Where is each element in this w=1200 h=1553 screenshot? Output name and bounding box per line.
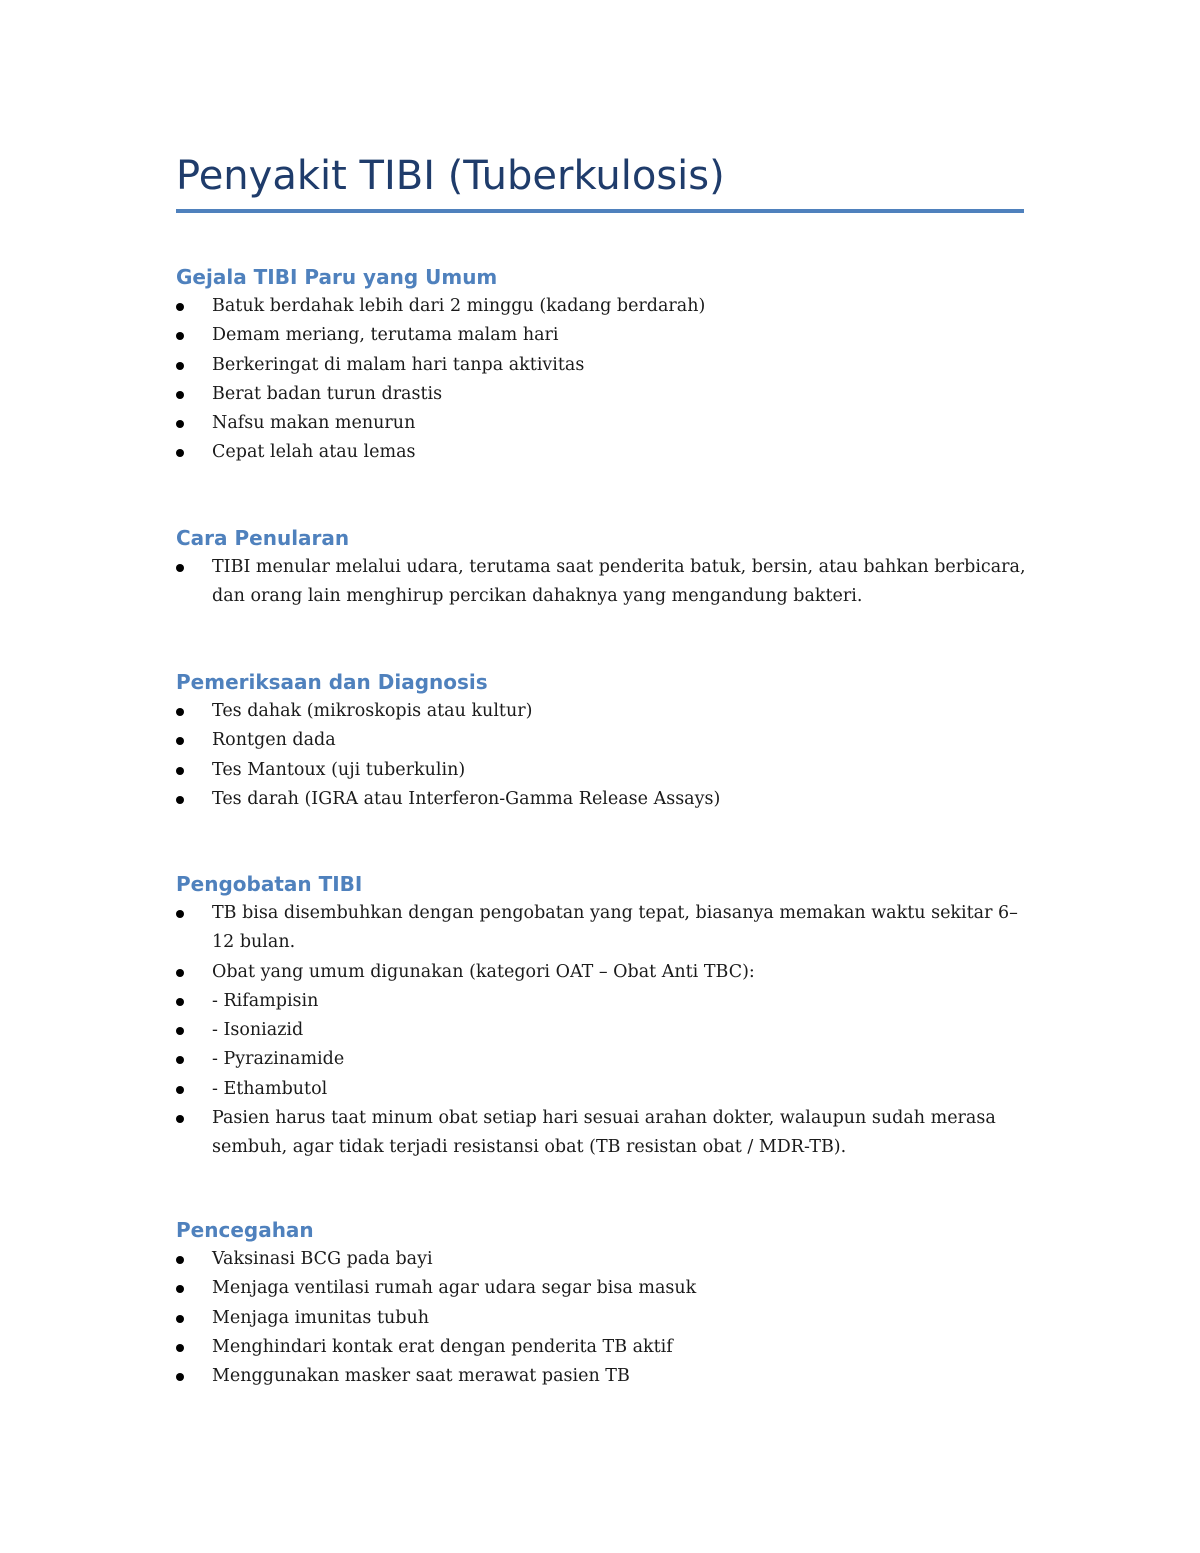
list-item xyxy=(176,1104,1036,1163)
list-item xyxy=(176,1362,1036,1391)
list-item xyxy=(176,1304,1036,1333)
bullet-list xyxy=(176,697,1036,814)
list-item-text: Vaksinasi BCG pada bayi xyxy=(212,1249,433,1269)
bullet-icon xyxy=(176,1315,184,1323)
list-item-text: Batuk berdahak lebih dari 2 minggu (kadang berdarah) xyxy=(212,296,706,316)
bullet-list xyxy=(176,1245,1036,1391)
list-item xyxy=(176,958,1036,987)
bullet-icon xyxy=(176,420,184,428)
list-item-text: Menghindari kontak erat dengan penderita TB aktif xyxy=(212,1336,673,1357)
bullet-list xyxy=(176,553,1036,612)
bullet-icon xyxy=(176,708,184,716)
list-item-text: Berat badan turun drastis xyxy=(212,383,443,404)
list-item xyxy=(176,1075,1036,1104)
section-pengobatan xyxy=(176,869,1036,1163)
section-gejala xyxy=(176,262,1036,468)
bullet-icon xyxy=(176,1115,184,1123)
section-heading: Cara Penularan xyxy=(176,526,350,550)
section-heading: Pengobatan TIBI xyxy=(176,872,363,896)
list-item xyxy=(176,409,1036,438)
list-item-text: - Isoniazid xyxy=(212,1020,304,1041)
bullet-icon xyxy=(176,1256,184,1264)
bullet-icon xyxy=(176,910,184,918)
list-item-text: Tes Mantoux (uji tuberkulin) xyxy=(212,759,466,780)
list-item xyxy=(176,292,1036,321)
list-item xyxy=(176,321,1036,350)
bullet-icon xyxy=(176,1056,184,1064)
list-item-text: Menjaga imunitas tubuh xyxy=(212,1307,429,1328)
list-item xyxy=(176,726,1036,755)
list-item xyxy=(176,785,1036,814)
bullet-list xyxy=(176,292,1036,468)
list-item xyxy=(176,1333,1036,1362)
list-item xyxy=(176,899,1036,958)
bullet-icon xyxy=(176,362,184,370)
list-item xyxy=(176,1245,1036,1274)
bullet-icon xyxy=(176,737,184,745)
bullet-icon xyxy=(176,1344,184,1352)
list-item-text: Obat yang umum digunakan (kategori OAT – Obat Anti TBC): xyxy=(212,961,755,982)
list-item-text: Cepat lelah atau lemas xyxy=(212,442,416,463)
list-item-text: Tes dahak (mikroskopis atau kultur) xyxy=(212,701,533,721)
section-penularan xyxy=(176,523,1036,612)
section-pencegahan xyxy=(176,1215,1036,1391)
bullet-icon xyxy=(176,303,184,311)
bullet-icon xyxy=(176,1027,184,1035)
list-item-text: Berkeringat di malam hari tanpa aktivitas xyxy=(212,354,585,375)
bullet-icon xyxy=(176,796,184,804)
section-heading: Gejala TIBI Paru yang Umum xyxy=(176,265,498,289)
bullet-icon xyxy=(176,767,184,775)
bullet-list xyxy=(176,899,1036,1163)
bullet-icon xyxy=(176,1373,184,1381)
bullet-icon xyxy=(176,1086,184,1094)
list-item-text: - Ethambutol xyxy=(212,1078,328,1099)
list-item xyxy=(176,987,1036,1016)
list-item-text: Menjaga ventilasi rumah agar udara segar bisa masuk xyxy=(212,1278,697,1299)
bullet-icon xyxy=(176,998,184,1006)
list-item-text: TIBI menular melalui udara, terutama saat penderita batuk, bersin, atau bahkan berbicara, dan orang lain menghirup percikan dahaknya yang mengandung bakteri. xyxy=(212,557,1026,607)
bullet-icon xyxy=(176,449,184,457)
bullet-icon xyxy=(176,564,184,572)
bullet-icon xyxy=(176,391,184,399)
list-item-text: - Rifampisin xyxy=(212,990,319,1011)
section-heading: Pencegahan xyxy=(176,1218,314,1242)
bullet-icon xyxy=(176,1285,184,1293)
list-item-text: Tes darah (IGRA atau Interferon-Gamma Release Assays) xyxy=(212,788,721,809)
bullet-icon xyxy=(176,332,184,340)
document-title: Penyakit TIBI (Tuberkulosis) xyxy=(176,153,725,199)
list-item xyxy=(176,756,1036,785)
list-item xyxy=(176,697,1036,726)
list-item xyxy=(176,1045,1036,1074)
list-item-text: - Pyrazinamide xyxy=(212,1049,345,1070)
list-item-text: Pasien harus taat minum obat setiap hari sesuai arahan dokter, walaupun sudah merasa sembuh, agar tidak terjadi resistansi obat (TB resistan obat / MDR-TB). xyxy=(212,1108,996,1158)
list-item-text: Rontgen dada xyxy=(212,730,336,751)
bullet-icon xyxy=(176,969,184,977)
list-item xyxy=(176,380,1036,409)
list-item-text: Menggunakan masker saat merawat pasien TB xyxy=(212,1366,630,1387)
list-item-text: Nafsu makan menurun xyxy=(212,413,416,434)
list-item xyxy=(176,351,1036,380)
list-item-text: TB bisa disembuhkan dengan pengobatan yang tepat, biasanya memakan waktu sekitar 6–12 bulan. xyxy=(212,903,1018,953)
title-underline xyxy=(176,209,1024,213)
section-heading: Pemeriksaan dan Diagnosis xyxy=(176,670,488,694)
list-item xyxy=(176,1016,1036,1045)
list-item xyxy=(176,1274,1036,1303)
section-pemeriksaan xyxy=(176,667,1036,814)
list-item xyxy=(176,553,1036,612)
list-item xyxy=(176,438,1036,467)
list-item-text: Demam meriang, terutama malam hari xyxy=(212,325,559,346)
